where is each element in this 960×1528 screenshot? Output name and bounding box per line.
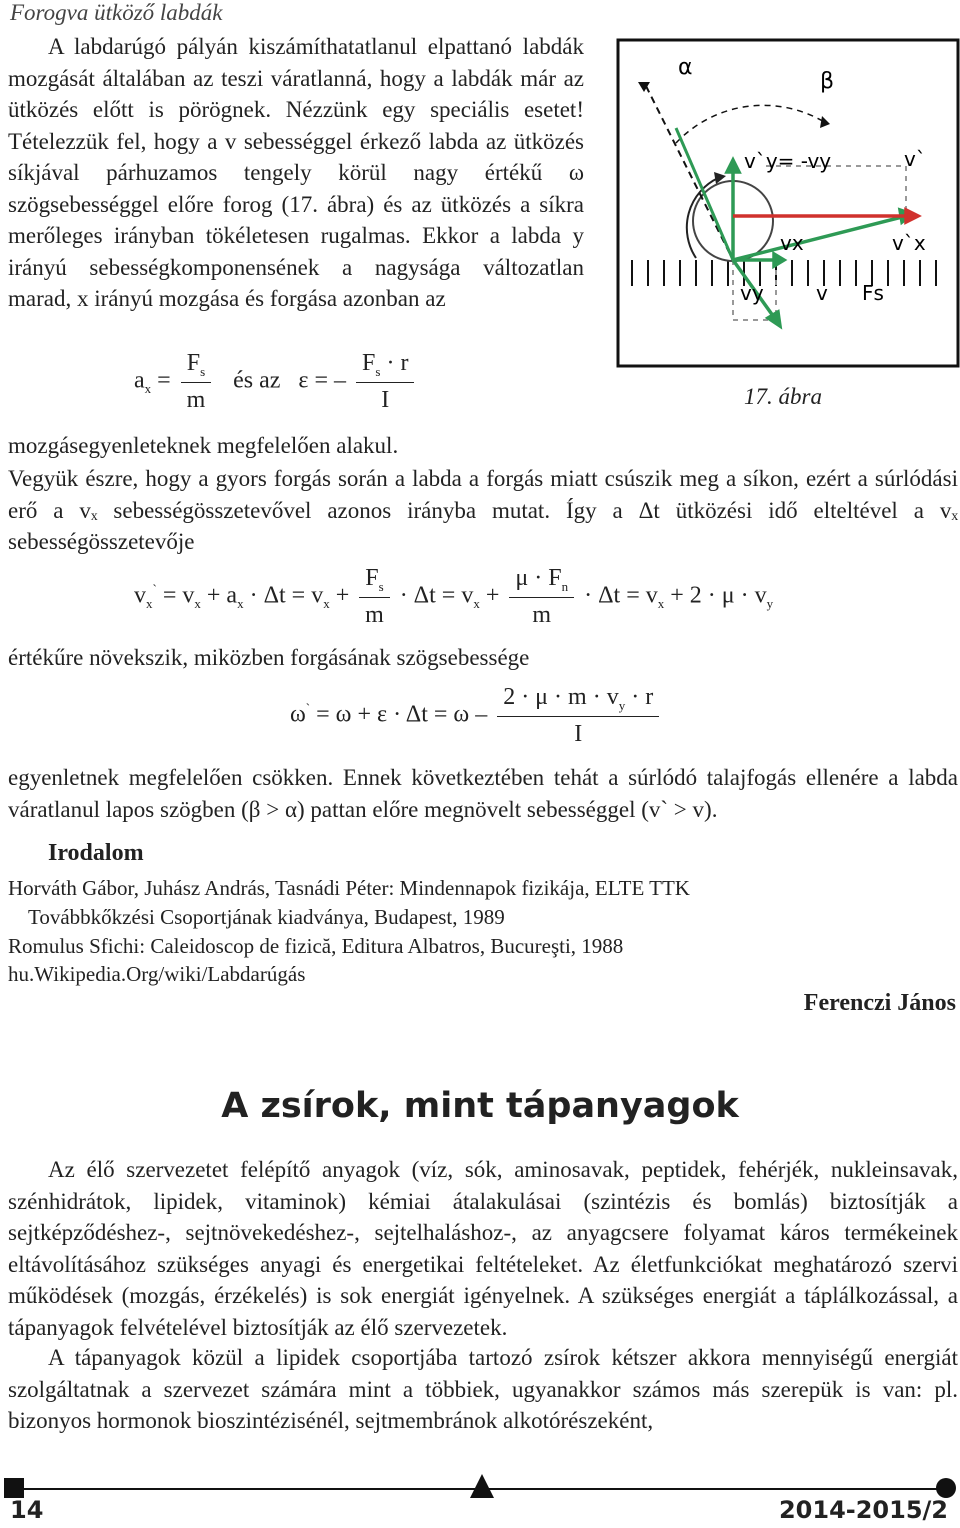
label-v-prime: v` (904, 147, 926, 171)
label-alpha: α (678, 55, 693, 80)
label-vx: vx (780, 231, 804, 255)
friction-paragraph: Vegyük észre, hogy a gyors forgás során a labda a forgás miatt csúszik meg a síkon, ezért a súrlódási erő a vₓ sebességösszetevővel azonos irányba mutat. Így a Δt ütközési idő elteltével a vₓ sebességösszetevője (8, 466, 958, 554)
increase-text: értékűre növekszik, miközben forgásának szögsebessége (8, 645, 530, 670)
fats-paragraph-2: A tápanyagok közül a lipidek csoportjába tartozó zsírok kétszer akkora mennyiségű energiát szolgáltatnak a szervezet számára mint a többiek, ugyanakkor számos más szerepük is van: pl. bizonyos hormonok bioszintézisénél, sejtmembránok alkotórészeként, (8, 1345, 958, 1433)
label-fs: Fs (862, 281, 884, 305)
equation-velocity: $v_x^` = v_x + a_x \cdot \Delta t = v_x$ + $\frac{F_s}{m}$ · $\Delta t = v_x$ + $\frac{\mu \cdot F_n}{m}$ · $\Delta t = v_x + 2 \cdot \mu \cdot v_y$ (134, 565, 774, 628)
intro-paragraph: A labdarúgó pályán kiszámíthatatlanul elpattanó labdák mozgását általában az teszi váratlanná, hogy a labdák már az ütközés előtt is pörögnek. Nézzünk egy speciális esetet! Tételezzük fel, hogy a v sebességgel érkező labda az ütközés síkjával párhuzamos tengely körül nagy értékű ω szögsebességgel előre forog (17. ábra) és az ütközés a síkra merőleges irányban tökéletesen rugalmas. Ekkor a labda y irányú sebességkomponensének a nagysága változatlan marad, x irányú mozgása és forgása azonban az (8, 34, 584, 311)
collision-diagram (616, 38, 960, 368)
article-title: A zsírok, mint tápanyagok (221, 1086, 739, 1126)
page-number: 14 (10, 1496, 44, 1524)
eq1-connector: és az (233, 367, 281, 394)
motion-eq-text: mozgásegyenleteknek megfelelően alakul. (8, 433, 399, 458)
section-subtitle: Forogva ütköző labdák (10, 0, 223, 25)
author-name: Ferenczi János (803, 990, 956, 1016)
footer-square-marker (4, 1478, 24, 1498)
equation-angular-velocity: ω` = ω + ε · Δt = ω – $\frac{2 \cdot \mu \cdot m \cdot v_y \cdot r}{I}$ (290, 684, 663, 748)
label-vy-prime: v`y= -vy (744, 149, 832, 173)
footer-triangle-marker (470, 1474, 494, 1498)
reference-item: hu.Wikipedia.Org/wiki/Labdarúgás (8, 962, 306, 986)
label-vx-prime: v`x (892, 231, 926, 255)
reference-item: Továbbkőkzési Csoportjának kiadványa, Budapest, 1989 (28, 905, 505, 929)
fats-paragraph-1: Az élő szervezetet felépítő anyagok (víz, sók, aminosavak, peptidek, fehérjék, nukleinsavak, szénhidrátok, lipidek, vitaminok) kémiai átalakulásai (szintézis és bomlás) biztosítják a sejtképződéshez-, sejtnövekedéshez-, sejtelhaláshoz-, az anyagcsere folyamat káros termékeinek eltávolításához szükséges anyagi és energetikai feltételeket. Az életfunkciókat meghatározó szervi működések (mozgás, érzékelés) is sok energiát igényelnek. A szükséges energiát a táplálkozással, a tápanyagok felvételével biztosítják az élő szervezetek. (8, 1157, 958, 1340)
reference-item: Romulus Sfichi: Caleidoscop de fizică, Editura Albatros, Bucureşti, 1988 (8, 934, 624, 958)
reference-item: Horváth Gábor, Juhász András, Tasnádi Péter: Mindennapok fizikája, ELTE TTK (8, 876, 690, 900)
label-v: v (816, 281, 828, 305)
figure-17 (616, 38, 960, 368)
label-beta: β (820, 69, 835, 94)
equation-acceleration: $a_x$ = $\frac{F_s}{m}$ és az ε = – $\frac{F_s \cdot r}{I}$ (134, 350, 418, 414)
figure-caption: 17. ábra (744, 384, 822, 409)
references-heading: Irodalom (48, 840, 144, 866)
label-vy: vy (740, 281, 764, 305)
conclusion-paragraph: egyenletnek megfelelően csökken. Ennek következtében tehát a súrlódó talajfogás ellenére a labda váratlanul lapos szögben (β > α) pattan előre megnövelt sebességgel (v` > v). (8, 765, 958, 822)
issue-number: 2014-2015/2 (778, 1496, 948, 1524)
footer-circle-marker (936, 1478, 956, 1498)
